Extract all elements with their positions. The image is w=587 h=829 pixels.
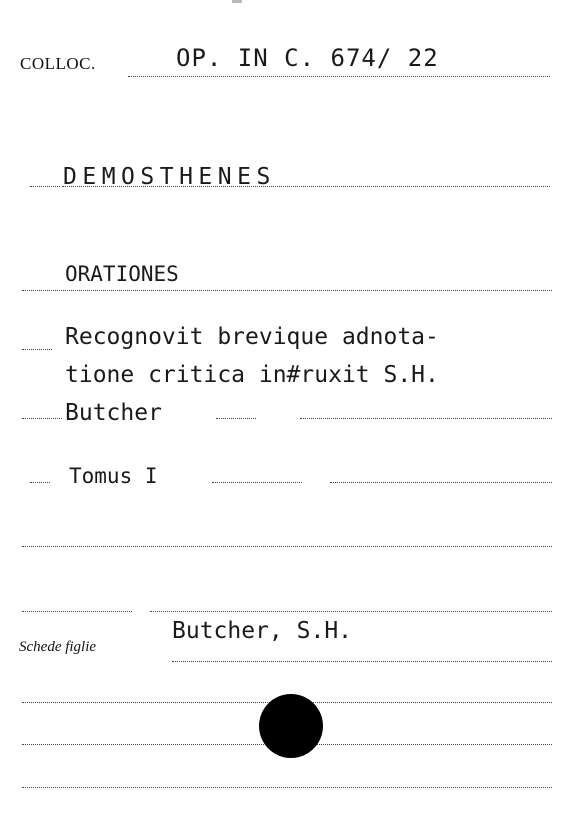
punch-hole (259, 694, 323, 758)
author: DEMOSTHENES (63, 164, 276, 190)
colloc-label: COLLOC. (20, 54, 96, 73)
schede-figlie-label: Schede figlie (19, 639, 97, 655)
rule-line (300, 418, 552, 419)
shelfmark: OP. IN C. 674/ 22 (176, 44, 439, 72)
rule-line (22, 418, 62, 419)
rule-line (22, 349, 52, 350)
rule-line (330, 482, 552, 483)
rule-line (30, 482, 50, 483)
volume: Tomus I (69, 464, 158, 488)
rule-line (150, 611, 552, 612)
description: Recognovit brevique adnota- tione critica in#ruxit S.H. Butcher (65, 324, 439, 426)
rule-line (22, 611, 132, 612)
rule-line (30, 186, 60, 187)
title: ORATIONES (65, 262, 179, 286)
rule-line (172, 661, 552, 662)
paper-speck (232, 0, 242, 3)
rule-line (62, 186, 550, 187)
heading: Butcher, S.H. (172, 618, 353, 644)
rule-line (128, 76, 550, 77)
rule-line (216, 418, 256, 419)
rule-line (212, 482, 302, 483)
rule-line (22, 787, 552, 788)
rule-line (22, 546, 552, 547)
rule-line (22, 290, 552, 291)
